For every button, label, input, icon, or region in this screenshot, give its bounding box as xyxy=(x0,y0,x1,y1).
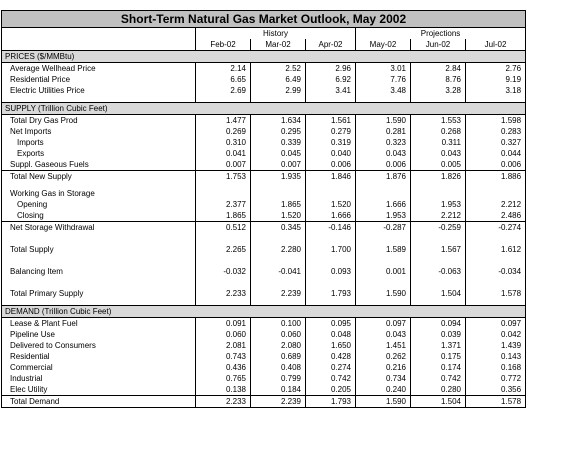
value-cell: 2.212 xyxy=(411,210,466,222)
row-label: Balancing Item xyxy=(2,261,196,277)
value-cell: 1.590 xyxy=(356,115,411,127)
value-cell: -0.259 xyxy=(411,222,466,234)
value-cell: 1.520 xyxy=(251,210,306,222)
value-cell: 0.268 xyxy=(411,126,466,137)
value-cell: 1.666 xyxy=(306,210,356,222)
value-cell: 1.666 xyxy=(356,199,411,210)
value-cell: 0.045 xyxy=(251,148,306,159)
value-cell: -0.032 xyxy=(196,261,251,277)
table-row xyxy=(2,159,526,171)
value-cell: 2.239 xyxy=(251,283,306,299)
value-cell: 1.561 xyxy=(306,115,356,127)
value-cell: 0.772 xyxy=(466,373,526,384)
outlook-table xyxy=(1,10,526,408)
value-cell: 1.650 xyxy=(306,340,356,351)
table-row xyxy=(2,115,526,127)
value-cell: 0.262 xyxy=(356,351,411,362)
value-cell: 0.006 xyxy=(356,159,411,171)
value-cell: 1.598 xyxy=(466,115,526,127)
supply-section-header xyxy=(2,103,526,115)
value-cell: 8.76 xyxy=(411,74,466,85)
value-cell: 2.239 xyxy=(251,396,306,408)
value-cell: -0.063 xyxy=(411,261,466,277)
value-cell: 0.143 xyxy=(466,351,526,362)
demand-section-header xyxy=(2,306,526,318)
value-cell: 1.886 xyxy=(466,171,526,183)
value-cell: 0.001 xyxy=(356,261,411,277)
value-cell: 2.265 xyxy=(196,239,251,255)
row-label: Closing xyxy=(2,210,196,222)
value-cell: 1.590 xyxy=(356,396,411,408)
value-cell: -0.146 xyxy=(306,222,356,234)
value-cell: 2.080 xyxy=(251,340,306,351)
table-row xyxy=(2,384,526,396)
value-cell: 1.567 xyxy=(411,239,466,255)
value-cell: 1.553 xyxy=(411,115,466,127)
value-cell: 1.578 xyxy=(466,283,526,299)
prices-section-header xyxy=(2,51,526,63)
table-row xyxy=(2,210,526,222)
value-cell: 0.339 xyxy=(251,137,306,148)
value-cell: 1.826 xyxy=(411,171,466,183)
value-cell: 0.007 xyxy=(196,159,251,171)
value-cell: 3.01 xyxy=(356,63,411,75)
month-header: May-02 xyxy=(356,39,411,51)
value-cell: 0.323 xyxy=(356,137,411,148)
value-cell: 0.040 xyxy=(306,148,356,159)
value-cell: 3.48 xyxy=(356,85,411,96)
value-cell: 0.799 xyxy=(251,373,306,384)
value-cell: 0.043 xyxy=(356,148,411,159)
value-cell: 1.935 xyxy=(251,171,306,183)
table-row xyxy=(2,188,526,199)
value-cell: 0.436 xyxy=(196,362,251,373)
history-label: History xyxy=(196,28,356,40)
value-cell: 0.094 xyxy=(411,318,466,330)
value-cell: 0.269 xyxy=(196,126,251,137)
value-cell: 1.865 xyxy=(251,199,306,210)
value-cell: 0.283 xyxy=(466,126,526,137)
table-row xyxy=(2,396,526,408)
value-cell: 1.612 xyxy=(466,239,526,255)
value-cell: 0.311 xyxy=(411,137,466,148)
row-label: Residential Price xyxy=(2,74,196,85)
value-cell: 1.578 xyxy=(466,396,526,408)
value-cell: 0.044 xyxy=(466,148,526,159)
row-label: Net Storage Withdrawal xyxy=(2,222,196,234)
table-row xyxy=(2,340,526,351)
table-row xyxy=(2,351,526,362)
value-cell: 1.753 xyxy=(196,171,251,183)
value-cell: 2.377 xyxy=(196,199,251,210)
row-label: Total Dry Gas Prod xyxy=(2,115,196,127)
value-cell: 0.345 xyxy=(251,222,306,234)
value-cell: 2.280 xyxy=(251,239,306,255)
value-cell: 0.006 xyxy=(306,159,356,171)
table-row xyxy=(2,318,526,330)
value-cell: 0.184 xyxy=(251,384,306,396)
value-cell: 1.793 xyxy=(306,396,356,408)
value-cell: 1.865 xyxy=(196,210,251,222)
value-cell: 1.634 xyxy=(251,115,306,127)
value-cell: 0.093 xyxy=(306,261,356,277)
value-cell: 0.205 xyxy=(306,384,356,396)
table-row xyxy=(2,148,526,159)
value-cell: 2.233 xyxy=(196,283,251,299)
value-cell: 2.081 xyxy=(196,340,251,351)
value-cell: 0.007 xyxy=(251,159,306,171)
outlook-table-container xyxy=(1,10,525,408)
value-cell: 1.451 xyxy=(356,340,411,351)
value-cell: 0.175 xyxy=(411,351,466,362)
value-cell: 3.18 xyxy=(466,85,526,96)
row-label: Delivered to Consumers xyxy=(2,340,196,351)
value-cell: 0.742 xyxy=(411,373,466,384)
value-cell: 0.097 xyxy=(356,318,411,330)
value-cell: 0.091 xyxy=(196,318,251,330)
value-cell: 1.793 xyxy=(306,283,356,299)
value-cell: 6.49 xyxy=(251,74,306,85)
value-cell: 0.060 xyxy=(251,329,306,340)
value-cell: 1.504 xyxy=(411,396,466,408)
row-label: Total New Supply xyxy=(2,171,196,183)
table-row xyxy=(2,373,526,384)
value-cell: 0.168 xyxy=(466,362,526,373)
value-cell: 0.043 xyxy=(411,148,466,159)
row-label: Total Primary Supply xyxy=(2,283,196,299)
value-cell: 0.281 xyxy=(356,126,411,137)
value-cell: 0.408 xyxy=(251,362,306,373)
value-cell: 0.310 xyxy=(196,137,251,148)
month-header: Feb-02 xyxy=(196,39,251,51)
value-cell: 7.76 xyxy=(356,74,411,85)
table-row xyxy=(2,74,526,85)
value-cell: -0.041 xyxy=(251,261,306,277)
table-row xyxy=(2,261,526,277)
value-cell: 2.96 xyxy=(306,63,356,75)
row-label: Elec Utility xyxy=(2,384,196,396)
value-cell: 0.512 xyxy=(196,222,251,234)
value-cell: 1.953 xyxy=(411,199,466,210)
value-cell: 1.590 xyxy=(356,283,411,299)
value-cell: 3.28 xyxy=(411,85,466,96)
row-label: Average Wellhead Price xyxy=(2,63,196,75)
value-cell: 6.65 xyxy=(196,74,251,85)
value-cell: 0.280 xyxy=(411,384,466,396)
section-title: DEMAND (Trillion Cubic Feet) xyxy=(2,306,526,318)
value-cell: 6.92 xyxy=(306,74,356,85)
month-header: Jun-02 xyxy=(411,39,466,51)
value-cell: 0.039 xyxy=(411,329,466,340)
value-cell: 0.319 xyxy=(306,137,356,148)
value-cell: 0.042 xyxy=(466,329,526,340)
value-cell: 1.589 xyxy=(356,239,411,255)
value-cell: 0.048 xyxy=(306,329,356,340)
value-cell: 0.742 xyxy=(306,373,356,384)
table-row xyxy=(2,239,526,255)
value-cell: 1.846 xyxy=(306,171,356,183)
value-cell: 1.439 xyxy=(466,340,526,351)
outlook-table-body xyxy=(2,11,526,408)
value-cell: 0.327 xyxy=(466,137,526,148)
month-header: Apr-02 xyxy=(306,39,356,51)
value-cell: 0.295 xyxy=(251,126,306,137)
value-cell: 2.14 xyxy=(196,63,251,75)
value-cell: 2.212 xyxy=(466,199,526,210)
value-cell: 0.765 xyxy=(196,373,251,384)
value-cell: 0.095 xyxy=(306,318,356,330)
value-cell: 0.174 xyxy=(411,362,466,373)
value-cell: 2.76 xyxy=(466,63,526,75)
value-cell: 0.100 xyxy=(251,318,306,330)
row-label: Total Demand xyxy=(2,396,196,408)
row-label: Lease & Plant Fuel xyxy=(2,318,196,330)
value-cell: 2.486 xyxy=(466,210,526,222)
row-label: Industrial xyxy=(2,373,196,384)
value-cell: 0.097 xyxy=(466,318,526,330)
value-cell: 0.356 xyxy=(466,384,526,396)
row-label: Total Supply xyxy=(2,239,196,255)
value-cell: 0.240 xyxy=(356,384,411,396)
table-row xyxy=(2,362,526,373)
value-cell: -0.287 xyxy=(356,222,411,234)
value-cell: 1.953 xyxy=(356,210,411,222)
value-cell: 0.743 xyxy=(196,351,251,362)
row-label: Net Imports xyxy=(2,126,196,137)
value-cell: 1.477 xyxy=(196,115,251,127)
month-header: Jul-02 xyxy=(466,39,526,51)
table-row xyxy=(2,85,526,96)
value-cell: 0.689 xyxy=(251,351,306,362)
table-row xyxy=(2,126,526,137)
value-cell: 2.99 xyxy=(251,85,306,96)
row-label: Exports xyxy=(2,148,196,159)
section-title: PRICES ($/MMBtu) xyxy=(2,51,526,63)
value-cell: 0.428 xyxy=(306,351,356,362)
value-cell: 2.69 xyxy=(196,85,251,96)
row-label: Opening xyxy=(2,199,196,210)
row-label: Suppl. Gaseous Fuels xyxy=(2,159,196,171)
value-cell: 0.279 xyxy=(306,126,356,137)
value-cell: 1.504 xyxy=(411,283,466,299)
value-cell: 0.006 xyxy=(466,159,526,171)
value-cell: 2.233 xyxy=(196,396,251,408)
table-row xyxy=(2,329,526,340)
value-cell: 2.84 xyxy=(411,63,466,75)
table-row xyxy=(2,171,526,183)
row-label: Pipeline Use xyxy=(2,329,196,340)
row-label: Commercial xyxy=(2,362,196,373)
value-cell: 1.520 xyxy=(306,199,356,210)
table-row xyxy=(2,137,526,148)
table-title: Short-Term Natural Gas Market Outlook, May 2002 xyxy=(2,11,526,28)
value-cell: 0.216 xyxy=(356,362,411,373)
month-header: Mar-02 xyxy=(251,39,306,51)
value-cell: 0.043 xyxy=(356,329,411,340)
value-cell: 1.876 xyxy=(356,171,411,183)
row-label: Electric Utilities Price xyxy=(2,85,196,96)
value-cell: 0.138 xyxy=(196,384,251,396)
table-row xyxy=(2,63,526,75)
row-label: Residential xyxy=(2,351,196,362)
value-cell: 3.41 xyxy=(306,85,356,96)
value-cell: 0.060 xyxy=(196,329,251,340)
value-cell: 1.371 xyxy=(411,340,466,351)
section-title: SUPPLY (Trillion Cubic Feet) xyxy=(2,103,526,115)
value-cell: 2.52 xyxy=(251,63,306,75)
value-cell: -0.274 xyxy=(466,222,526,234)
value-cell: 0.041 xyxy=(196,148,251,159)
table-row xyxy=(2,222,526,234)
value-cell: 1.700 xyxy=(306,239,356,255)
value-cell: 0.734 xyxy=(356,373,411,384)
value-cell: 0.274 xyxy=(306,362,356,373)
projections-label: Projections xyxy=(356,28,526,40)
value-cell: -0.034 xyxy=(466,261,526,277)
table-row xyxy=(2,283,526,299)
value-cell: 9.19 xyxy=(466,74,526,85)
row-label: Working Gas in Storage xyxy=(2,188,196,199)
row-label: Imports xyxy=(2,137,196,148)
value-cell: 0.005 xyxy=(411,159,466,171)
table-row xyxy=(2,199,526,210)
